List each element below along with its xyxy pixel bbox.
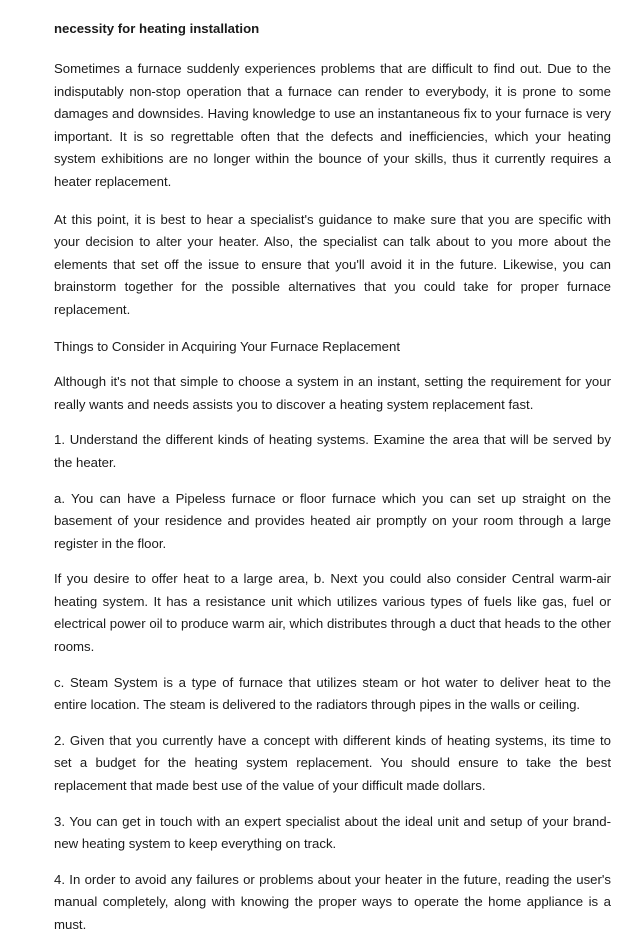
paragraph-specialist-advice: At this point, it is best to hear a specialist's guidance to make sure that you are specific with your decision to alter your heater. Also, the specialist can talk about to you more about the elements that set off the issue to ensure that you'll avoid it in the future. Likewise, you can brainstorm together for the possible alternatives that you could take for proper furnace replacement. (54, 211, 611, 317)
list-item-1b: If you desire to offer heat to a large area, b. Next you could also consider Central warm-air heating system. It has a resistance unit which utilizes various types of fuels like gas, fuel or electrical power oil to produce warm air, which distributes through a duct that heads to the other rooms. (54, 571, 611, 655)
list-item-1: 1. Understand the different kinds of heating systems. Examine the area that will be served by the heater. (54, 432, 611, 470)
list-item-4: 4. In order to avoid any failures or problems about your heater in the future, reading the user's manual completely, along with knowing the proper ways to operate the home appliance is a must. (54, 871, 611, 932)
paragraph-choosing-system: Although it's not that simple to choose a system in an instant, setting the requirement for your really wants and needs assists you to discover a heating system replacement fast. (54, 374, 611, 412)
paragraph-intro: Sometimes a furnace suddenly experiences problems that are difficult to find out. Due to the indisputably non-stop operation that a furnace can render to everybody, it is prone to some damages and downsides. Having knowledge to use an instantaneous fix to your furnace is very important. It is so regrettable often that the defects and inefficiencies, which your heating system exhibitions are no longer within the bounce of your skills, thus it currently requires a heater replacement. (54, 61, 611, 189)
document-page (54, 19, 611, 937)
section-subheading: Things to Consider in Acquiring Your Furnace Replacement (54, 338, 401, 354)
list-item-1a: a. You can have a Pipeless furnace or floor furnace which you can set up straight on the basement of your residence and provides heated air promptly on your room through a large register in the floor. (54, 490, 611, 551)
list-item-3: 3. You can get in touch with an expert specialist about the ideal unit and setup of your brand-new heating system to keep everything on track. (54, 813, 611, 852)
list-item-2: 2. Given that you currently have a concept with different kinds of heating systems, its time to set a budget for the heating system replacement. You should ensure to take the best replacement that made best use of the value of your difficult made dollars. (54, 732, 611, 794)
document-heading: necessity for heating installation (54, 21, 260, 36)
list-item-1c: c. Steam System is a type of furnace that utilizes steam or hot water to deliver heat to the entire location. The steam is delivered to the radiators through pipes in the walls or ceiling. (54, 674, 611, 713)
